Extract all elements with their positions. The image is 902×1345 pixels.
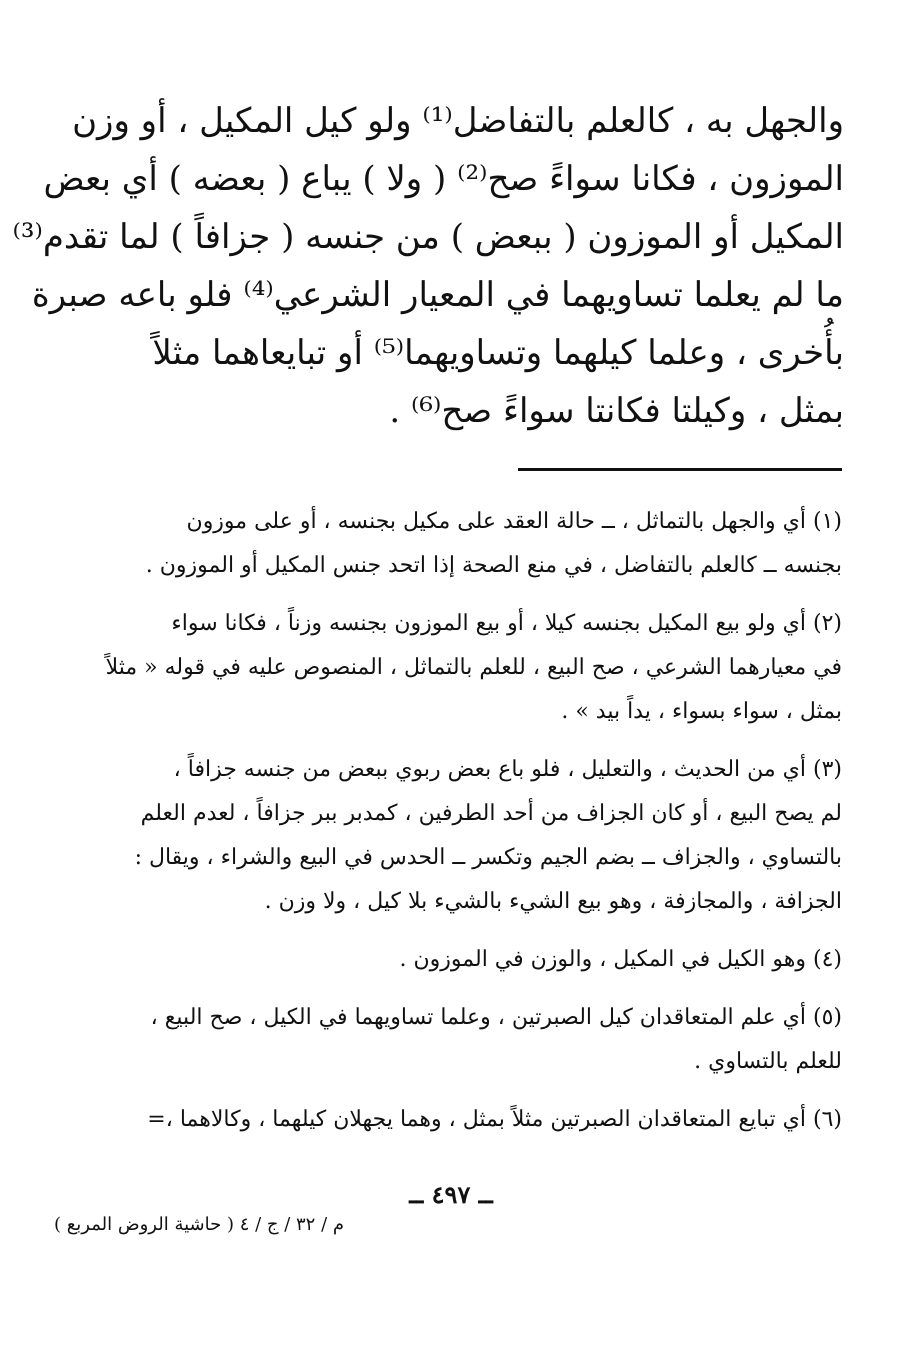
footnotes	[104, 500, 842, 1156]
footnote-line: (٣) أي من الحديث ، والتعليل ، فلو باع بعض ربوي ببعض من جنسه جزافاً ،	[173, 757, 842, 782]
main-text-line: والجهل به ، كالعلم بالتفاضل⁽¹⁾ ولو كيل المكيل ، أو وزن	[72, 101, 844, 141]
footnote-4	[104, 938, 842, 982]
main-text-line: ما لم يعلما تساويهما في المعيار الشرعي⁽⁴⁾ فلو باعه صبرة	[31, 275, 844, 315]
footnote-line: بجنسه ــ كالعلم بالتفاضل ، في منع الصحة إذا اتحد جنس المكيل أو الموزون .	[145, 553, 842, 578]
footnote-3	[104, 748, 842, 924]
footnote-6	[104, 1098, 842, 1142]
footnote-line: الجزافة ، والمجازفة ، وهو بيع الشيء بالشيء بلا كيل ، ولا وزن .	[264, 889, 842, 914]
footnote-line: (١) أي والجهل بالتماثل ، ــ حالة العقد على مكيل بجنسه ، أو على موزون	[186, 509, 842, 534]
footnote-line: بمثل ، سواء بسواء ، يداً بيد » .	[561, 699, 842, 724]
footnote-line: (٥) أي علم المتعاقدان كيل الصبرتين ، وعلما تساويهما في الكيل ، صح البيع ،	[150, 1005, 842, 1030]
footnote-line: (٢) أي ولو بيع المكيل بجنسه كيلا ، أو بيع الموزون بجنسه وزناً ، فكانا سواء	[171, 611, 842, 636]
footnote-line: في معيارهما الشرعي ، صح البيع ، للعلم بالتماثل ، المنصوص عليه في قوله « مثلاً	[105, 655, 842, 680]
main-text-line: المكيل أو الموزون ( ببعض ) من جنسه ( جزافاً ) لما تقدم⁽³⁾	[12, 217, 844, 257]
footnote-line: (٤) وهو الكيل في المكيل ، والوزن في الموزون .	[399, 947, 842, 972]
main-text-line: بأُخرى ، وعلما كيلهما وتساويهما⁽⁵⁾ أو تبايعاهما مثلاً	[152, 333, 844, 373]
footnote-1	[104, 500, 842, 588]
footnote-line: للعلم بالتساوي .	[694, 1049, 842, 1074]
footnote-line: (٦) أي تبايع المتعاقدان الصبرتين مثلاً بمثل ، وهما يجهلان كيلهما ، وكالاهما ،=	[147, 1107, 842, 1132]
page-number: ــ ٤٩٧ ــ	[409, 1180, 493, 1209]
signature-mark: م / ٣٢ / ج / ٤ ( حاشية الروض المربع )	[53, 1214, 344, 1235]
main-text	[12, 92, 844, 440]
main-text-line: الموزون ، فكانا سواءً صح⁽²⁾ ( ولا ) يباع ( بعضه ) أي بعض	[43, 159, 844, 199]
footnote-line: بالتساوي ، والجزاف ــ بضم الجيم وتكسر ــ الحدس في البيع والشراء ، ويقال :	[134, 845, 842, 870]
main-text-line: بمثل ، وكيلتا فكانتا سواءً صح⁽⁶⁾ .	[389, 391, 844, 431]
footnote-line: لم يصح البيع ، أو كان الجزاف من أحد الطرفين ، كمدبر ببر جزافاً ، لعدم العلم	[140, 801, 842, 826]
footnote-5	[104, 996, 842, 1084]
footnote-2	[104, 602, 842, 734]
footnote-separator-rule	[518, 468, 842, 471]
